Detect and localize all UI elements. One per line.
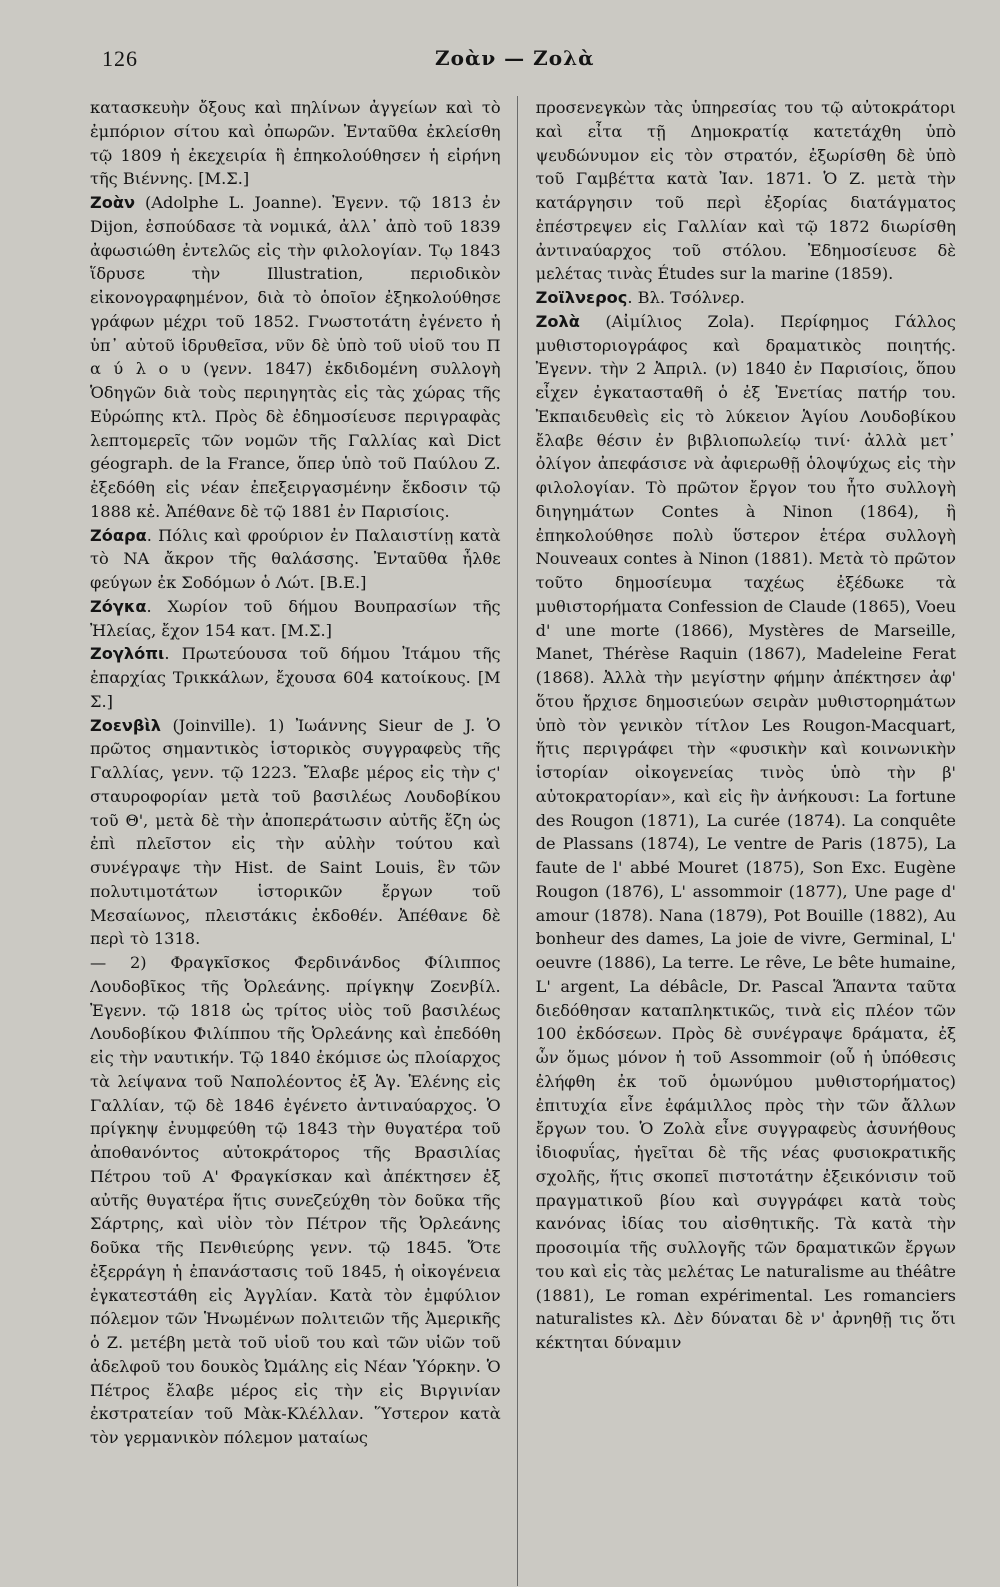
dictionary-entry [90,524,501,595]
entry-text: κατασκευὴν ὄξους καὶ πηλίνων ἀγγείων καὶ τὸ ἐμπόριον σίτου καὶ ὀπωρῶν. Ἐνταῦθα ἐκλείσθη τῷ 1809 ἡ ἐκεχειρία ἣ ἐπηκολούθησεν ἡ εἰρήνη τῆς Βιέννης. [Μ.Σ.] [90,98,501,189]
entry-text: . Χωρίον τοῦ δήμου Βουπρασίων τῆς Ἠλείας, ἔχον 154 κατ. [Μ.Σ.] [90,596,501,640]
entry-text: (Αἰμίλιος Zola). Περίφημος Γάλλος μυθιστοριογράφος καὶ δραματικὸς ποιητής. Ἐγενν. τὴν 2 Ἀπριλ. (ν) 1840 ἐν Παρισίοις, ὅπου εἶχεν ἐγκατασταθῆ ὁ ἐξ Ἑνετίας πατήρ του. Ἐκπαιδευθεὶς εἰς τὸ λύκειον Ἁγίου Λουδοβίκου ἔλαβε θέσιν ἐν βιβλιοπωλείῳ τινί· ἀλλὰ μετ᾽ ὀλίγον ἀπεφάσισε νὰ ἀφιερωθῇ ὁλοψύχως εἰς τὴν φιλολογίαν. Τὸ πρῶτον ἔργον του ἦτο συλλογὴ διηγημάτων Contes à Ninon (1864), ἣ ἐπηκολούθησε πολὺ ὕστερον ἑτέρα συλλογὴ Nouveaux contes à Ninon (1881). Μετὰ τὸ πρῶτον τοῦτο δημοσίευμα ταχέως ἐξέδωκε τὰ μυθιστορήματα Confession de Claude (1865), Voeu d' une morte (1866), Mystères de Marseille, Manet, Thérèse Raquin (1867), Madeleine Ferat (1868). Ἀλλὰ τὴν μεγίστην φήμην ἀπέκτησεν ἀφ' ὅτου ἤρχισε δημοσιεύων σειρὰν μυθιστορημάτων ὑπὸ τὸν γενικὸν τίτλον Les Rougon-Macquart, ἥτις περιγράφει τὴν «φυσικὴν καὶ κοινωνικὴν ἱστορίαν οἰκογενείας τινὸς ὑπὸ τὴν β' αὐτοκρατορίαν», καὶ εἰς ἣν ἀνήκουσι: La fortune des Rougon (1871), La curée (1874). La conquête de Plassans (1874), Le ventre de Paris (1875), La faute de l' abbé Mouret (1875), Son Exc. Eugène Rougon (1876), L' assommoir (1877), Une page d' amour (1878). Nana (1879), Pot Bouille (1882), Au bonheur des dames, La joie de vivre, Germinal, L' oeuvre (1886), La terre. Le rêve, Le bête humaine, L' argent, La débâcle, Dr. Pascal Ἅπαντα ταῦτα διεδόθησαν καταπληκτικῶς, τινὰ εἰς πλέον τῶν 100 ἐκδόσεων. Πρὸς δὲ συνέγραψε δράματα, ἐξ ὧν ὅμως μόνον ἡ τοῦ Assommoir (οὗ ἡ ὑπόθεσις ἐλήφθη ἐκ τοῦ ὁμωνύμου μυθιστορήματος) ἐπιτυχία εἶνε ἐφάμιλλος πρὸς τὴν τῶν ἄλλων ἔργων του. Ὁ Ζολὰ εἶνε συγγραφεὺς ἀσυνήθους ἰδιοφυΐας, ἡγεῖται δὲ τῆς νέας φυσιοκρατικῆς σχολῆς, ἥτις σκοπεῖ πιστοτάτην ἐξεικόνισιν τοῦ πραγματικοῦ βίου καὶ συγγράφει κατὰ τοὺς κανόνας ἰδίας του αἰσθητικῆς. Τὰ κατὰ τὴν προσοιμία τῆς συλλογῆς τῶν δραματικῶν ἔργων του καὶ εἰς τὰς μελέτας Le naturalisme au théâtre (1881), Le roman expérimental. Les romanciers naturalistes κλ. Δὲν δύναται δὲ ν' ἀρνηθῇ τις ὅτι κέκτηται δύναμιν [535,311,956,1352]
entry-text: . Πρωτεύουσα τοῦ δήμου Ἰτάμου τῆς ἐπαρχίας Τρικκάλων, ἔχουσα 604 κατοίκους. [Μ Σ.] [90,644,501,711]
two-column-body [90,96,956,1586]
entry-text: . Βλ. Τσόλνερ. [627,288,745,307]
entry-continuation [90,951,501,1450]
entry-continuation [536,96,956,286]
entry-text: — 2) Φραγκῖσκος Φερδινάνδος Φίλιππος Λουδοβῖκος τῆς Ὀρλεάνης. πρίγκηψ Ζοενβίλ. Ἐγενν. τῷ 1818 ὡς τρίτος υἱὸς τοῦ βασιλέως Λουδοβίκου Φιλίππου τῆς Ὀρλεάνης καὶ ἐπεδόθη εἰς τὴν ναυτικήν. Τῷ 1840 ἐκόμισε ὡς πλοίαρχος τὰ λείψανα τοῦ Ναπολέοντος ἐξ Ἁγ. Ἑλένης εἰς Γαλλίαν, τῷ δὲ 1846 ἐγένετο ἀντιναύαρχος. Ὁ πρίγκηψ ἐνυμφεύθη τῷ 1843 τὴν θυγατέρα τοῦ ἀποθανόντος αὐτοκράτορος τῆς Βρασιλίας Πέτρου τοῦ Α' Φραγκίσκαν καὶ ἀπέκτησεν ἐξ αὐτῆς θυγατέρα ἥτις συνεζεύχθη τὸν δοῦκα τῆς Σάρτρης, καὶ υἱὸν τὸν Πέτρον τῆς Ὀρλεάνης δοῦκα τῆς Πενθιεύρης γενν. τῷ 1845. Ὅτε ἐξερράγη ἡ ἐπανάστασις τοῦ 1845, ἡ οἰκογένεια ἐγκατεστάθη εἰς Ἀγγλίαν. Κατὰ τὸν ἐμφύλιον πόλεμον τῶν Ἡνωμένων πολιτειῶν τῆς Ἀμερικῆς ὁ Ζ. μετέβη μετὰ τοῦ υἱοῦ του καὶ τῶν υἱῶν τοῦ ἀδελφοῦ του δουκὸς Ὠμάλης εἰς Νέαν Ὑόρκην. Ὁ Πέτρος ἔλαβε μέρος εἰς τὴν εἰς Βιργινίαν ἐκστρατείαν τοῦ Μὰκ-Κλέλλαν. Ὕστερον κατὰ τὸν γερμανικὸν πόλεμον ματαίως [90,953,501,1447]
dictionary-entry [90,595,501,643]
page-header [90,40,956,96]
entry-headword: Ζοὰν [90,193,136,212]
entry-continuation [90,96,501,191]
entry-headword: Ζόαρα [90,525,147,545]
entry-headword: Ζόγκα [90,596,147,616]
entry-text: (Joinville). 1) Ἰωάννης Sieur de J. Ὁ πρῶτος σημαντικὸς ἱστορικὸς συγγραφεὺς τῆς Γαλλίας, γενν. τῷ 1223. Ἔλαβε μέρος εἰς τὴν ϛ' σταυροφορίαν μετὰ τοῦ βασιλέως Λουδοβίκου τοῦ Θ', μετὰ δὲ τὴν ἀποπεράτωσιν αὐτῆς ἔζη ὡς ἐπὶ πλεῖστον εἰς τὴν αὐλὴν τούτου καὶ συνέγραψε τὴν Hist. de Saint Louis, ἓν τῶν πολυτιμοτάτων ἱστορικῶν ἔργων τοῦ Μεσαίωνος, πλειστάκις ἐκδοθέν. Ἀπέθανε δὲ περὶ τὸ 1318. [90,715,501,949]
dictionary-entry [536,286,956,310]
entry-text: προσενεγκὼν τὰς ὑπηρεσίας του τῷ αὐτοκράτορι καὶ εἶτα τῇ Δημοκρατίᾳ κατετάχθη ὑπὸ ψευδώνυμον εἰς τὸν στρατόν, ἐξωρίσθη δὲ ὑπὸ τοῦ Γαμβέττα κατὰ Ἰαν. 1871. Ὁ Ζ. μετὰ τὴν κατάργησιν τοῦ περὶ ἐξορίας διατάγματος ἐπέστρεψεν εἰς Γαλλίαν καὶ τῷ 1872 διωρίσθη ἀντιναύαρχος τοῦ στόλου. Ἐδημοσίευσε δὲ μελέτας τινὰς Études sur la marine (1859). [535,98,956,284]
page-number: 126 [102,46,138,71]
entry-text: . Πόλις καὶ φρούριον ἐν Παλαιστίνῃ κατὰ τὸ ΝΑ ἄκρον τῆς θαλάσσης. Ἐνταῦθα ἦλθε φεύγων ἐκ Σοδόμων ὁ Λώτ. [Β.Ε.] [90,525,501,592]
dictionary-entry [536,310,956,1355]
right-column [517,96,956,1586]
left-column [90,96,517,1586]
entry-headword: Ζοενβὶλ [90,715,162,735]
dictionary-entry [90,642,501,713]
entry-headword: Ζοϊλνερος [535,288,628,307]
entry-headword: Ζολὰ [535,311,580,331]
entry-text: (Adolphe L. Joanne). Ἐγενν. τῷ 1813 ἐν Dijon, ἐσπούδασε τὰ νομικά, ἀλλ᾽ ἀπὸ τοῦ 1839 ἀφωσιώθη ἐντελῶς εἰς τὴν φιλολογίαν. Τῳ 1843 ἵδρυσε τὴν Illustration, περιοδικὸν εἰκονογραφημένον, διὰ τὸ ὁποῖον ἐξηκολούθησε γράφων μέχρι τοῦ 1852. Γνωστοτάτη ἐγένετο ἡ ὑπ᾽ αὐτοῦ ἱδρυθεῖσα, νῦν δὲ ὑπὸ τοῦ υἱοῦ του Π α ύ λ ο υ (γενν. 1847) ἐκδιδομένη συλλογὴ Ὁδηγῶν διὰ τοὺς περιηγητὰς εἰς τὰς χώρας τῆς Εὐρώπης κτλ. Πρὸς δὲ ἐδημοσίευσε περιγραφὰς λεπτομερεῖς τῶν νομῶν τῆς Γαλλίας καὶ Dict géograph. de la France, ὅπερ ὑπὸ τοῦ Παύλου Ζ. ἐξεδόθη εἰς νέαν ἐπεξειργασμένην ἔκδοσιν τῷ 1888 κἑ. Ἀπέθανε δὲ τῷ 1881 ἐν Παρισίοις. [90,193,501,521]
running-head: Ζοὰν — Ζολὰ [435,46,595,70]
dictionary-entry [90,191,501,524]
dictionary-entry [90,714,501,952]
entry-headword: Ζογλόπι [90,644,165,664]
